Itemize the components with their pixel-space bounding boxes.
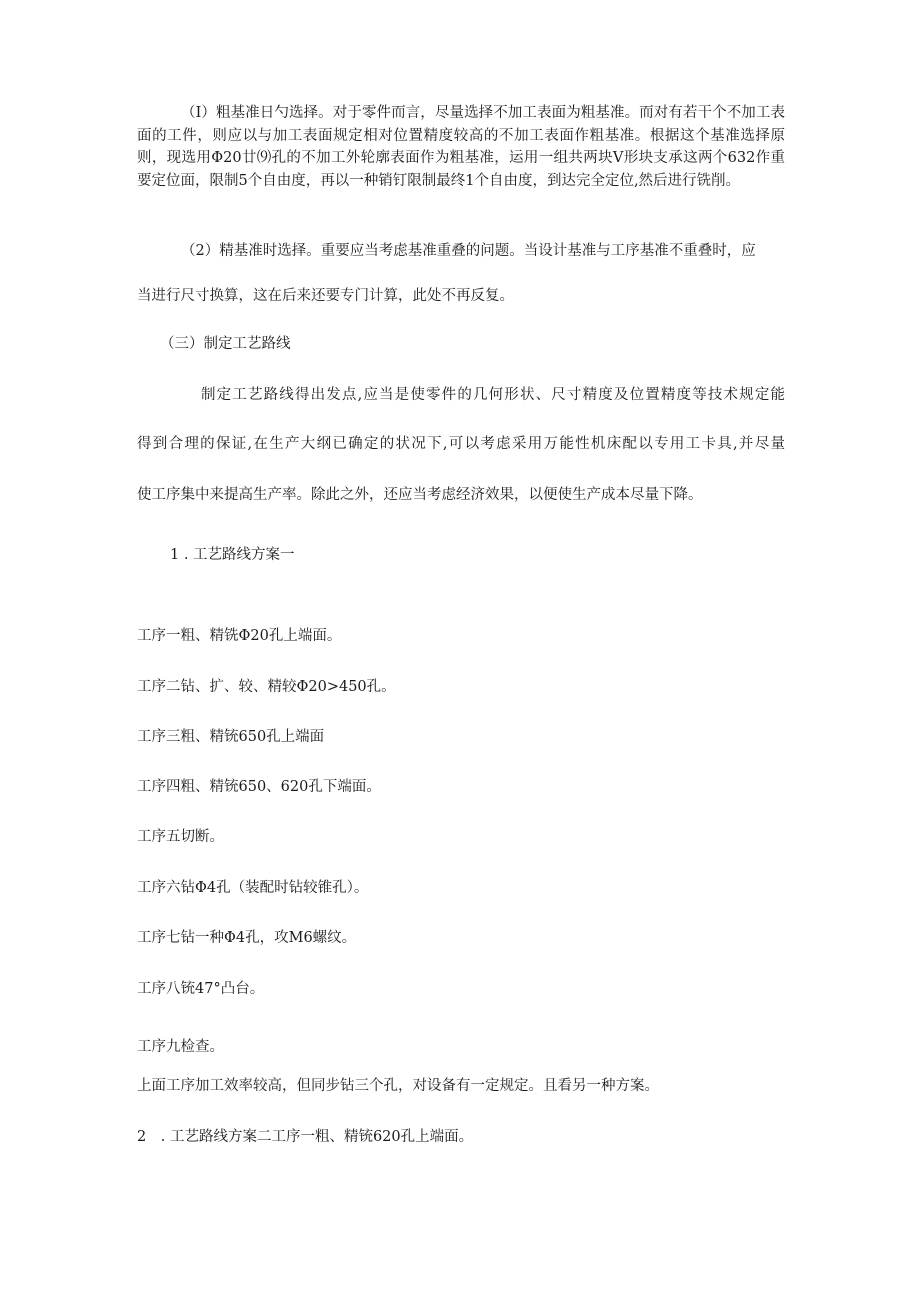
route-intro-line-3: 使工序集中来提高生产率。除此之外，还应当考虑经济效果，以便使生产成本尽量下降。 [137, 487, 703, 503]
process-step: 工序一粗、精铣Φ20孔上端面。 [137, 628, 342, 644]
process-step: 工序七钻一种Φ4孔，攻M6螺纹。 [137, 930, 357, 946]
process-step: 工序六钻Φ4孔（装配时钻较锥孔）。 [137, 880, 369, 896]
route-intro-line-2: 得到合理的保证,在生产大纲已确定的状况下,可以考虑采用万能性机床配以专用工卡具,并尽量 [137, 436, 785, 452]
process-step: 工序五切断。 [137, 829, 224, 845]
route-one-summary: 上面工序加工效率较高，但同步钻三个孔，对设备有一定规定。且看另一种方案。 [137, 1078, 659, 1094]
route-intro-line-1: 制定工艺路线得出发点,应当是使零件的几何形状、尺寸精度及位置精度等技术规定能 [201, 387, 785, 403]
paragraph-fine-datum-line-2: 当进行尺寸换算，这在后来还要专门计算，此处不再反复。 [137, 288, 514, 304]
process-step: 工序三粗、精铳650孔上端面 [137, 729, 325, 745]
process-step: 工序九检查。 [137, 1039, 224, 1055]
process-step: 工序二钻、扩、较、精较Φ20>450孔。 [137, 679, 396, 695]
process-step: 工序八铳47°凸台。 [137, 981, 265, 997]
process-step: 工序四粗、精铳650、620孔下端面。 [137, 779, 381, 795]
paragraph-rough-datum: （I）粗基准日勺选择。对于零件而言，尽量选择不加工表面为粗基准。而对有若干个不加工表面的工件，则应以与加工表面规定相对位置精度较高的不加工表面作粗基准。根据这个基准选择原则，现选用Φ20廿⑼孔的不加工外轮廓表面作为粗基准，运用一组共两块V形块支承这两个632作重要定位面，限制5个自由度，再以一种销钉限制最终1个自由度，到达完全定位,然后进行铣削。 [137, 105, 785, 189]
section-heading: （三）制定工艺路线 [160, 336, 291, 352]
route-one-title: 1 . 工艺路线方案一 [170, 547, 295, 563]
route-two-title: 2 . 工艺路线方案二工序一粗、精铳620孔上端面。 [137, 1129, 474, 1145]
paragraph-fine-datum-line-1: （2）精基准时选择。重要应当考虑基准重叠的问题。当设计基准与工序基准不重叠时，应 [181, 243, 756, 259]
